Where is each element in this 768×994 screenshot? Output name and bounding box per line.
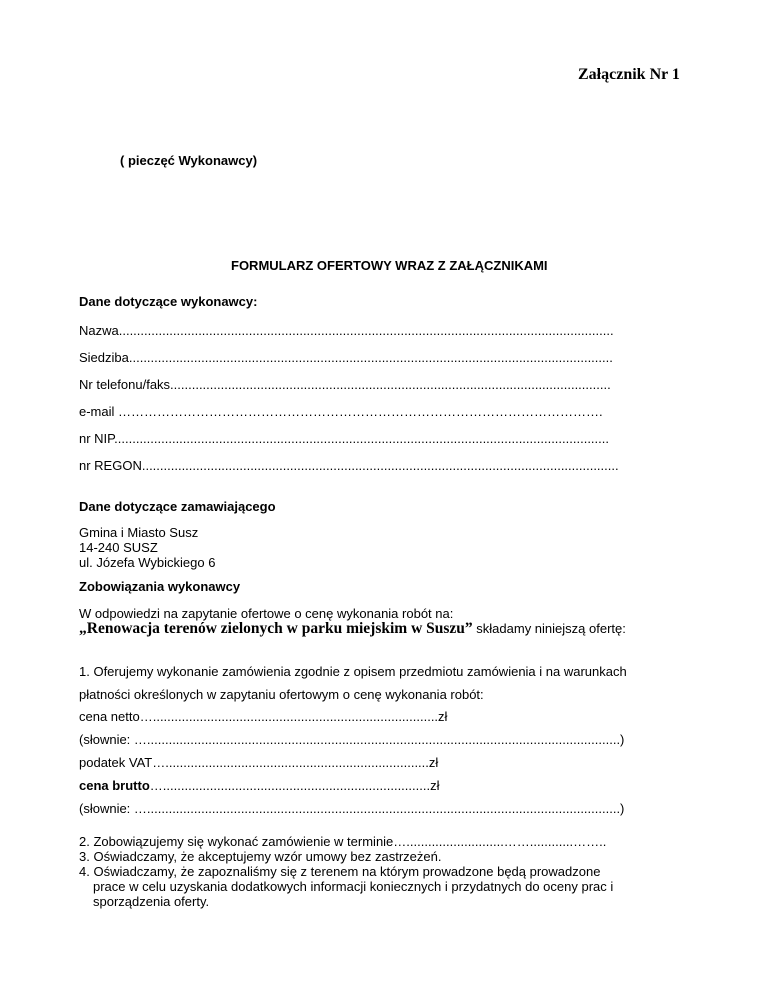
- client-address-line: 14-240 SUSZ: [79, 540, 158, 555]
- client-address-line: ul. Józefa Wybickiego 6: [79, 555, 216, 570]
- net-price-words-field: (słownie: …...................................................................................................................................): [79, 732, 625, 747]
- vat-field: podatek VAT….........................................................................zł: [79, 755, 439, 770]
- offer-item-1-line-2: płatności określonych w zapytaniu ofertowym o cenę wykonania robót:: [79, 687, 484, 702]
- client-address-line: Gmina i Miasto Susz: [79, 525, 199, 540]
- contractor-nip-field: nr NIP.........................................................................................................................................: [79, 431, 609, 446]
- contractor-email-field: e-mail ………………………………………………………………………………………………….: [79, 404, 603, 419]
- stamp-label: ( pieczęć Wykonawcy): [120, 153, 258, 168]
- contractor-seat-field: Siedziba......................................................................................................................................: [79, 350, 613, 365]
- contractor-phone-field: Nr telefonu/faks..........................................................................................................................: [79, 377, 611, 392]
- offer-item-3: 3. Oświadczamy, że akceptujemy wzór umowy bez zastrzeżeń.: [79, 849, 442, 864]
- contractor-name-field: Nazwa.........................................................................................................................................: [79, 323, 614, 338]
- client-heading: Dane dotyczące zamawiającego: [79, 499, 276, 514]
- gross-price-label: cena brutto: [79, 778, 150, 793]
- offer-item-4-line-2: prace w celu uzyskania dodatkowych informacji koniecznych i przydatnych do oceny prac i: [93, 879, 614, 894]
- offer-item-2: 2. Zobowiązujemy się wykonać zamówienie w terminie…...........................……............……..: [79, 834, 607, 849]
- net-price-field: cena netto…...............................................................................zł: [79, 709, 448, 724]
- gross-price-field: [79, 778, 439, 793]
- contractor-regon-field: nr REGON....................................................................................................................................: [79, 458, 619, 473]
- contractor-heading: Dane dotyczące wykonawcy:: [79, 294, 258, 309]
- offer-item-4-line-3: sporządzenia oferty.: [93, 894, 210, 909]
- obligations-heading: Zobowiązania wykonawcy: [79, 579, 241, 594]
- project-title-line: [79, 620, 626, 638]
- form-title: FORMULARZ OFERTOWY WRAZ Z ZAŁĄCZNIKAMI: [231, 258, 548, 273]
- gross-price-words-field: (słownie: …...................................................................................................................................): [79, 801, 625, 816]
- attachment-label: Załącznik Nr 1: [578, 66, 680, 83]
- gross-price-dots: …..........................................................................zł: [149, 778, 440, 793]
- offer-item-4-line-1: 4. Oświadczamy, że zapoznaliśmy się z terenem na którym prowadzone będą prowadzone: [79, 864, 601, 879]
- obligations-intro: W odpowiedzi na zapytanie ofertowe o cenę wykonania robót na:: [79, 606, 454, 621]
- project-suffix: składamy niniejszą ofertę:: [472, 621, 626, 636]
- project-title: „Renowacja terenów zielonych w parku miejskim w Suszu”: [79, 620, 473, 637]
- offer-item-1-line-1: 1. Oferujemy wykonanie zamówienia zgodnie z opisem przedmiotu zamówienia i na warunkach: [79, 664, 627, 679]
